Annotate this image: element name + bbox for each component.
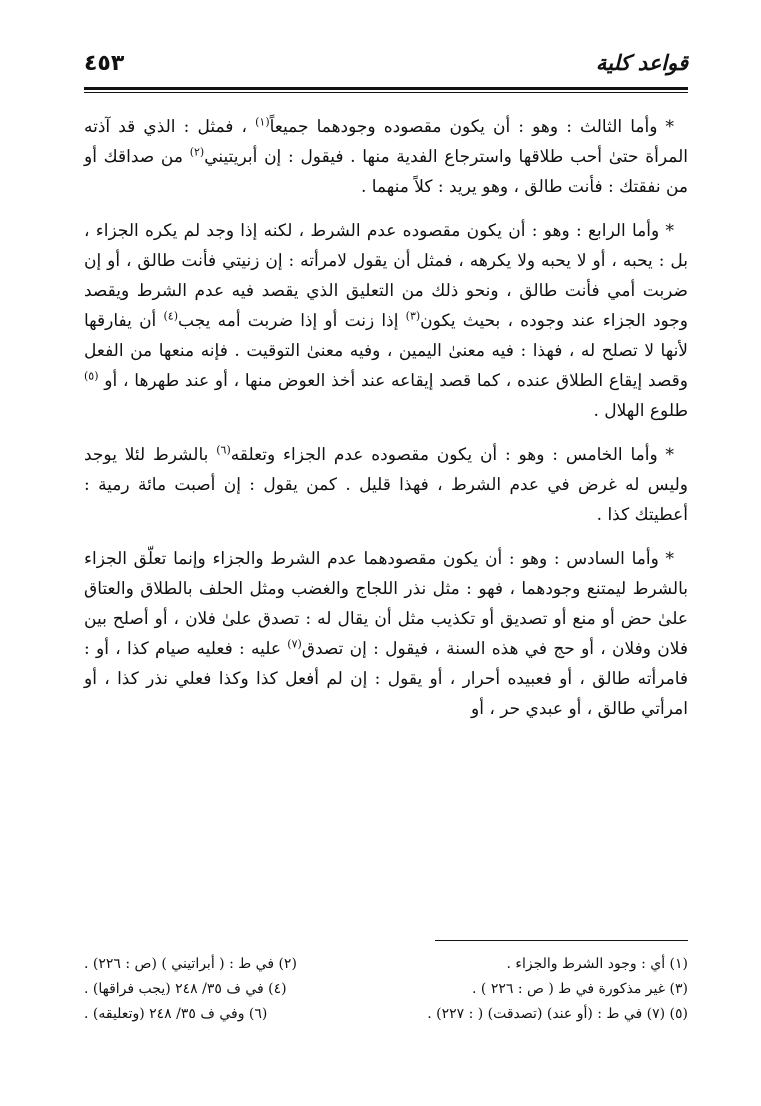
footnote-text: (٢) في ط : ( أبراتيني ) (ص : ٢٢٦) .: [84, 956, 297, 972]
paragraph-text: * وأما الرابع : وهو : أن يكون مقصوده عدم الشرط ، لكنه إذا وجد لم يكره الجزاء ، بل : يحبه ، أو لا يحبه ولا يكرهه ، فمثل أن يقول لامرأته : إن زنيتي فأنت طالق ، أو إن ضربت أمي فأنت طالق ، ونحو ذلك من التعليق الذي يقصد فيه عدم الشرط ويقصد وجود الجزاء عند وجوده ، بحيث يكون: [84, 221, 689, 331]
page-number: ٤٥٣: [84, 50, 125, 76]
footnote-marker: (٦): [216, 443, 231, 457]
footnote-marker: (١): [255, 115, 270, 129]
main-text: [84, 112, 688, 738]
footnote-text: (٣) غير مذكورة في ط ( ص : ٢٢٦ ) .: [472, 981, 688, 997]
footnote-row: [84, 952, 688, 977]
paragraph-text: ، فمثل : الذي قد آذته المرأة حتىٰ أحب طلاقها واسترجاع الفدية منها . فيقول : إن أبريتيني: [84, 117, 688, 167]
paragraph-text: بالشرط لئلا يوجد وليس له غرض في عدم الشرط ، فهذا قليل . كمن يقول : إن أصبت مائة رمية : أعطيتك كذا .: [84, 445, 688, 525]
footnote-text: (٥) (٧) في ط : (أو عند) (تصدقت) ( : ٢٢٧) .: [427, 1006, 688, 1022]
paragraph-text: * وأما السادس : وهو : أن يكون مقصودهما عدم الشرط والجزاء وإنما تعلّق الجزاء بالشرط ليمتنع وجودهما ، فهو : مثل نذر اللجاج والغضب ومثل الحلف بالطلاق والعتاق علىٰ حض أو منع أو تصديق أو تكذيب مثل أن يقال له : تصدق علىٰ فلان ، أو أصلح بين فلان وفلان ، أو حج في هذه السنة ، فيقول : إن تصدق: [84, 549, 689, 659]
footnotes: [84, 952, 688, 1027]
paragraph-text: عليه : فعليه صيام كذا ، أو : فامرأته طالق ، أو فعبيده أحرار ، أو يقول : إن لم أفعل كذا وكذا فعلي نذر كذا ، أو امرأتي طالق ، أو عبدي حر ، أو: [84, 639, 688, 719]
paragraph-text: * وأما الخامس : وهو : أن يكون مقصوده عدم الجزاء وتعلقه: [230, 445, 674, 465]
footnote-text: (٤) في ف ٣٥/ ٢٤٨ (يجب فراقها) .: [84, 981, 287, 997]
footnote-marker: (٤): [163, 309, 179, 323]
paragraph-text: طلوع الهلال .: [593, 401, 688, 421]
footnote-marker: (٧): [287, 637, 302, 651]
paragraph-third: [84, 112, 688, 202]
header-rule-thick: [84, 87, 688, 90]
footnote-text: (١) أي : وجود الشرط والجزاء .: [506, 956, 688, 972]
paragraph-text: أن يفارقها لأنها لا تصلح له ، فهذا : فيه معنىٰ اليمين ، وفيه معنىٰ التوقيت . فإنه منعها من الفعل وقصد إيقاع الطلاق عنده ، كما قصد إيقاعه عند أخذ العوض منها ، أو عند طهرها ، أو: [84, 311, 688, 391]
page-header: [84, 44, 688, 82]
footnote-row: [84, 1002, 688, 1027]
paragraph-text: إذا زنت أو إذا ضربت أمه يجب: [178, 311, 399, 331]
footnote-marker: (٣): [405, 309, 421, 323]
footnote-marker: (٥): [84, 369, 99, 383]
footnote-separator: [435, 940, 688, 941]
paragraph-text: من صداقك أو من نفقتك : فأنت طالق ، وهو يريد : كلاً منهما .: [84, 147, 688, 197]
paragraph-fourth: [84, 216, 688, 426]
footnote-row: [84, 977, 688, 1002]
header-rule-thin: [84, 92, 688, 93]
paragraph-text: * وأما الثالث : وهو : أن يكون مقصوده وجودهما جميعاً: [269, 117, 675, 137]
footnote-marker: (٢): [189, 145, 205, 159]
running-title: قواعد كلية: [595, 51, 688, 75]
footnote-text: (٦) وفي ف ٣٥/ ٢٤٨ (وتعليقه) .: [84, 1006, 268, 1022]
paragraph-fifth: [84, 440, 688, 530]
paragraph-sixth: [84, 544, 688, 724]
